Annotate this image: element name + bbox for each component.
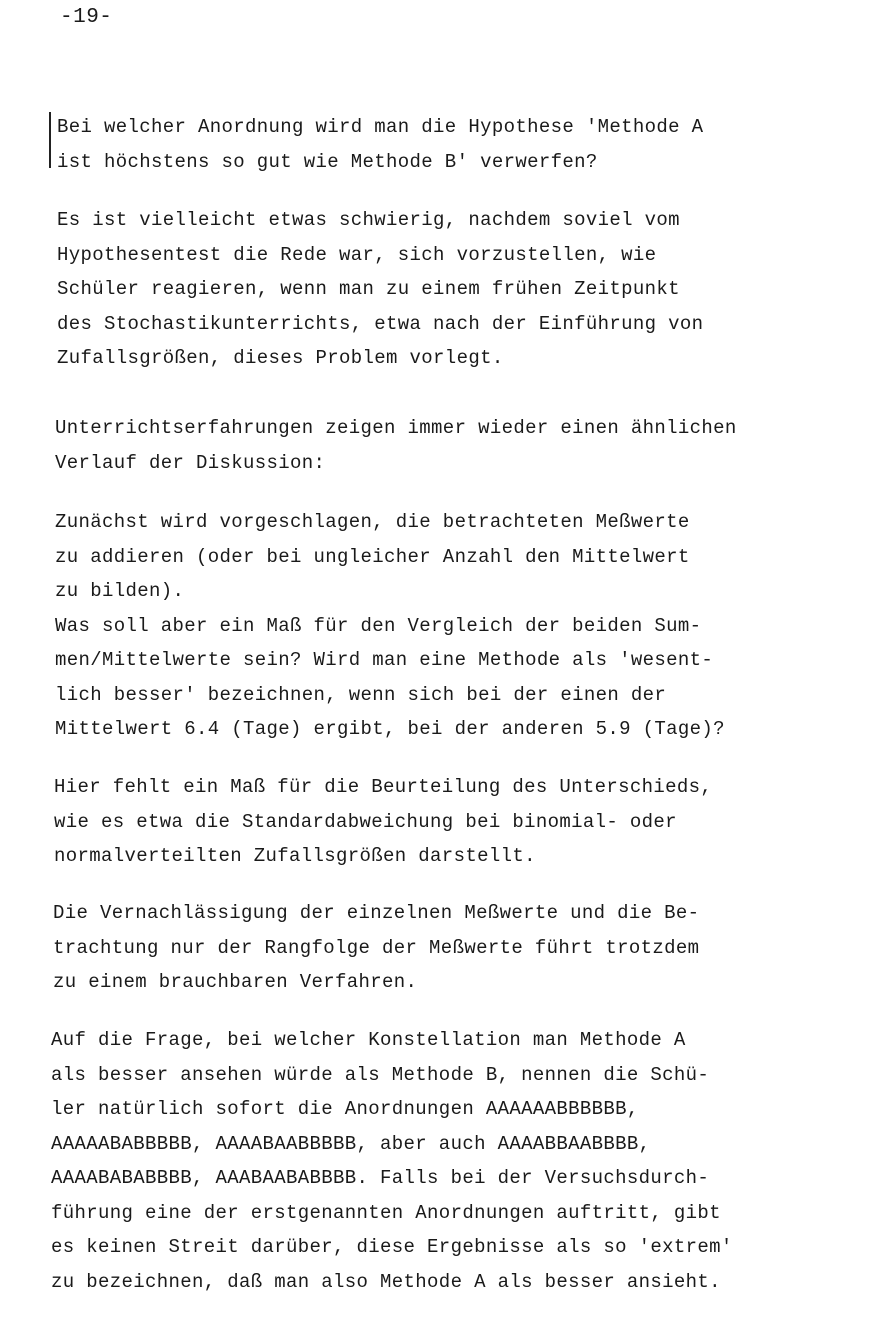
paragraph-4 bbox=[55, 505, 725, 747]
paragraph-3 bbox=[55, 411, 737, 480]
text-line: Auf die Frage, bei welcher Konstellation man Methode A bbox=[51, 1029, 686, 1051]
text-line: Hier fehlt ein Maß für die Beurteilung des Unterschieds, bbox=[54, 776, 713, 798]
paragraph-1 bbox=[57, 110, 703, 179]
text-line: als besser ansehen würde als Methode B, nennen die Schü- bbox=[51, 1063, 710, 1086]
text-line: Verlauf der Diskussion: bbox=[55, 451, 326, 474]
margin-bar bbox=[49, 112, 51, 168]
text-line: Zunächst wird vorgeschlagen, die betrachteten Meßwerte bbox=[55, 511, 690, 533]
text-line: Unterrichtserfahrungen zeigen immer wieder einen ähnlichen bbox=[55, 417, 737, 439]
text-line: AAAABABABBBB, AAABAABABBBB. Falls bei der Versuchsdurch- bbox=[51, 1167, 710, 1189]
text-line: des Stochastikunterrichts, etwa nach der Einführung von bbox=[57, 312, 704, 335]
text-line: men/Mittelwerte sein? Wird man eine Methode als 'wesent- bbox=[55, 649, 714, 671]
text-line: Hypothesentest die Rede war, sich vorzustellen, wie bbox=[57, 243, 657, 266]
paragraph-6 bbox=[53, 896, 699, 1000]
text-line: ist höchstens so gut wie Methode B' verwerfen? bbox=[57, 150, 598, 173]
text-line: es keinen Streit darüber, diese Ergebnisse als so 'extrem' bbox=[51, 1236, 733, 1258]
paragraph-7 bbox=[51, 1023, 733, 1299]
text-line: zu einem brauchbaren Verfahren. bbox=[53, 971, 418, 993]
text-line: Die Vernachlässigung der einzelnen Meßwerte und die Be- bbox=[53, 902, 700, 924]
text-line: Schüler reagieren, wenn man zu einem frühen Zeitpunkt bbox=[57, 278, 680, 300]
text-line: wie es etwa die Standardabweichung bei binomial- oder bbox=[54, 810, 677, 833]
text-line: AAAAABABBBBB, AAAABAABBBBB, aber auch AAAABBAABBBB, bbox=[51, 1132, 651, 1155]
text-line: trachtung nur der Rangfolge der Meßwerte führt trotzdem bbox=[53, 936, 700, 959]
text-line: zu addieren (oder bei ungleicher Anzahl den Mittelwert bbox=[55, 545, 690, 568]
text-line: Mittelwert 6.4 (Tage) ergibt, bei der anderen 5.9 (Tage)? bbox=[55, 718, 725, 740]
text-line: Zufallsgrößen, dieses Problem vorlegt. bbox=[57, 347, 504, 369]
text-line: Was soll aber ein Maß für den Vergleich der beiden Sum- bbox=[55, 614, 702, 637]
text-line: normalverteilten Zufallsgrößen darstellt. bbox=[54, 845, 536, 867]
text-line: zu bilden). bbox=[55, 580, 185, 602]
paragraph-5 bbox=[54, 770, 712, 874]
text-line: Bei welcher Anordnung wird man die Hypothese 'Methode A bbox=[57, 116, 704, 138]
text-line: ler natürlich sofort die Anordnungen AAAAAABBBBBB, bbox=[51, 1098, 639, 1120]
text-line: lich besser' bezeichnen, wenn sich bei der einen der bbox=[55, 683, 667, 706]
page-number: -19- bbox=[60, 6, 113, 29]
text-line: führung eine der erstgenannten Anordnungen auftritt, gibt bbox=[51, 1201, 721, 1224]
text-line: zu bezeichnen, daß man also Methode A als besser ansieht. bbox=[51, 1270, 721, 1293]
text-line: Es ist vielleicht etwas schwierig, nachdem soviel vom bbox=[57, 209, 680, 231]
paragraph-2 bbox=[57, 203, 703, 376]
